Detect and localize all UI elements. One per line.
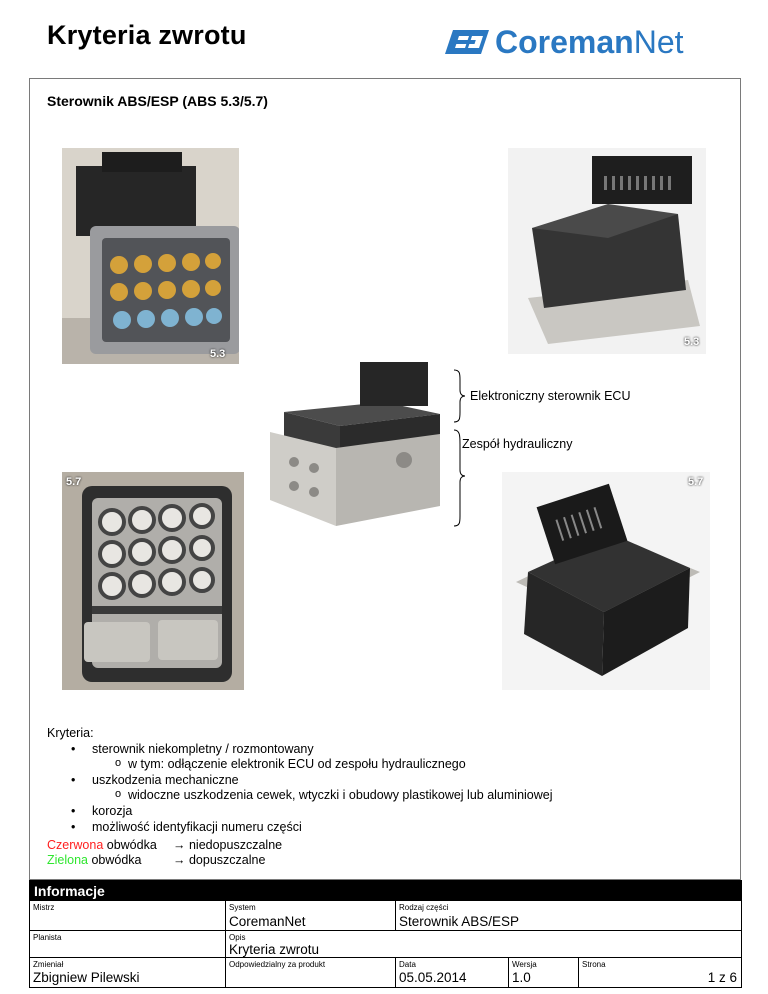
legend-red-meaning: → niedopuszczalne — [173, 838, 283, 852]
cell-mistrz: Mistrz — [30, 901, 226, 931]
photo-full-unit — [264, 356, 446, 530]
cell-strona: Strona 1 z 6 — [582, 960, 737, 985]
legend-red-word: Czerwona — [47, 838, 104, 852]
logo-text-coreman: Coreman — [495, 24, 634, 60]
cell-wersja: Wersja 1.0 — [509, 958, 579, 987]
list-item: • sterownik niekompletny / rozmontowany — [47, 742, 553, 758]
legend-green-meaning: → dopuszczalne — [173, 853, 266, 867]
info-table — [29, 880, 742, 988]
list-item: o widoczne uszkodzenia cewek, wtyczki i obudowy plastikowej lub aluminiowej — [47, 788, 553, 804]
list-item: o w tym: odłączenie elektronik ECU od zespołu hydraulicznego — [47, 757, 553, 773]
photo-abs57-hydraulic — [62, 472, 244, 690]
criteria-section — [47, 726, 553, 835]
cell-opis: Opis Kryteria zwrotu — [226, 931, 741, 958]
callout-hydraulic: Zespół hydrauliczny — [462, 437, 573, 451]
criteria-list — [47, 742, 553, 836]
criteria-heading: Kryteria: — [47, 726, 94, 740]
photo-label: 5.7 — [688, 476, 704, 488]
cell-odpowiedzialny: Odpowiedzialny za produkt — [226, 958, 396, 987]
info-heading: Informacje — [30, 881, 741, 901]
callout-ecu: Elektroniczny sterownik ECU — [470, 389, 631, 403]
list-item: • uszkodzenia mechaniczne — [47, 773, 553, 789]
photo-label: 5.7 — [66, 476, 82, 488]
cell-data: Data 05.05.2014 — [396, 958, 509, 987]
product-title: Sterownik ABS/ESP (ABS 5.3/5.7) — [47, 93, 268, 109]
cell-planista: Planista — [30, 931, 226, 958]
photo-abs57-ecu — [502, 472, 710, 690]
cell-zmienial: Zmieniał Zbigniew Pilewski — [30, 958, 226, 987]
photo-abs53-ecu — [508, 148, 706, 354]
border-legend — [47, 838, 282, 868]
logo-text-net: Net — [633, 24, 684, 60]
coremannet-logo — [443, 24, 743, 60]
photo-label: 5.3 — [684, 336, 700, 348]
cell-system: System CoremanNet — [226, 901, 396, 931]
list-item: • możliwość identyfikacji numeru części — [47, 820, 553, 836]
legend-green-rest: obwódka — [88, 853, 142, 867]
photo-label: 5.3 — [210, 348, 226, 360]
page-title: Kryteria zwrotu — [47, 20, 247, 50]
legend-green-word: Zielona — [47, 853, 88, 867]
photo-abs53-hydraulic — [62, 148, 239, 364]
list-item: • korozja — [47, 804, 553, 820]
legend-red-rest: obwódka — [103, 838, 157, 852]
logo-mark-icon — [443, 24, 491, 60]
cell-rodzaj: Rodzaj części Sterownik ABS/ESP — [396, 901, 741, 931]
